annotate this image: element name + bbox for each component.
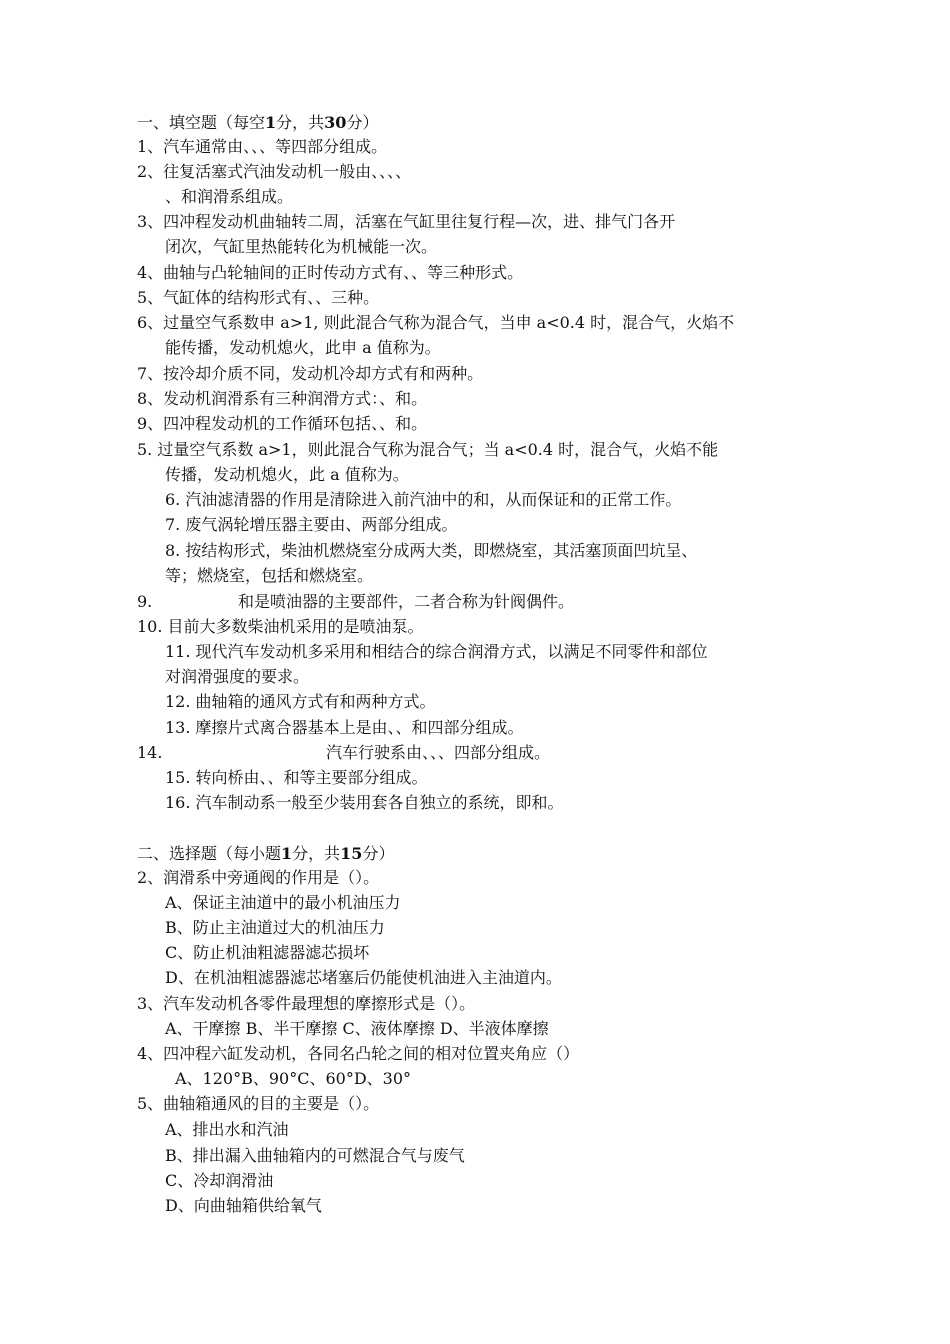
option-line: D、在机油粗滤器滤芯堵塞后仍能使机油进入主油道内。 bbox=[165, 968, 562, 987]
option-line: A、排出水和汽油 bbox=[165, 1120, 289, 1139]
title-number: 15 bbox=[340, 844, 363, 863]
question-line: 11. 现代汽车发动机多采用和相结合的综合润滑方式，以满足不同零件和部位 bbox=[165, 642, 708, 661]
question-number: 9. bbox=[137, 592, 153, 611]
question-number: 14. bbox=[137, 743, 163, 762]
question-line: 汽车行驶系由、、、四部分组成。 bbox=[326, 743, 551, 762]
question-line: 能传播，发动机熄火，此申 a 值称为。 bbox=[165, 338, 441, 357]
option-line: C、冷却润滑油 bbox=[165, 1171, 274, 1190]
title-text: 二、选择题（每小题 bbox=[137, 844, 282, 863]
question-line: 2、润滑系中旁通阀的作用是（）。 bbox=[137, 868, 380, 887]
option-line: A、干摩擦 B、半干摩擦 C、液体摩擦 D、半液体摩擦 bbox=[165, 1019, 549, 1038]
title-number: 30 bbox=[324, 113, 347, 132]
title-number: 1 bbox=[281, 844, 293, 863]
question-line: 12. 曲轴箱的通风方式有和两种方式。 bbox=[165, 692, 436, 711]
question-line: 闭次，气缸里热能转化为机械能一次。 bbox=[165, 237, 438, 256]
question-line: 7. 废气涡轮增压器主要由、两部分组成。 bbox=[165, 515, 458, 534]
option-line: A、120°B、90°C、60°D、30° bbox=[175, 1069, 412, 1088]
question-line: 6. 汽油滤清器的作用是清除进入前汽油中的和，从而保证和的正常工作。 bbox=[165, 490, 682, 509]
option-line: A、保证主油道中的最小机油压力 bbox=[165, 893, 401, 912]
title-text: 分） bbox=[362, 844, 395, 863]
title-text: 一、填空题（每空 bbox=[137, 113, 266, 132]
question-line: 4、曲轴与凸轮轴间的正时传动方式有、、等三种形式。 bbox=[137, 263, 524, 282]
option-line: C、防止机油粗滤器滤芯损坏 bbox=[165, 943, 370, 962]
question-line: 等；燃烧室，包括和燃烧室。 bbox=[165, 566, 374, 585]
option-line: D、向曲轴箱供给氧气 bbox=[165, 1196, 322, 1215]
question-line: 16. 汽车制动系一般至少装用套各自独立的系统，即和。 bbox=[165, 793, 564, 812]
question-line: 和是喷油器的主要部件，二者合称为针阀偶件。 bbox=[238, 592, 575, 611]
question-line: 9、四冲程发动机的工作循环包括、、和。 bbox=[137, 414, 428, 433]
title-text: 分，共 bbox=[276, 113, 325, 132]
option-line: B、防止主油道过大的机油压力 bbox=[165, 918, 385, 937]
title-number: 1 bbox=[265, 113, 277, 132]
option-line: B、排出漏入曲轴箱内的可燃混合气与废气 bbox=[165, 1146, 465, 1165]
question-line: 2、往复活塞式汽油发动机一般由、、、、 bbox=[137, 162, 412, 181]
section1-title bbox=[137, 113, 378, 133]
section2-title bbox=[137, 844, 394, 864]
question-line: 5. 过量空气系数 a>1，则此混合气称为混合气；当 a<0.4 时，混合气，火焰不能 bbox=[137, 440, 719, 459]
question-line: 15. 转向桥由、、和等主要部分组成。 bbox=[165, 768, 428, 787]
question-line: 13. 摩擦片式离合器基本上是由、、和四部分组成。 bbox=[165, 718, 524, 737]
question-line: 5、曲轴箱通风的目的主要是（）。 bbox=[137, 1094, 380, 1113]
question-line: 4、四冲程六缸发动机，各同名凸轮之间的相对位置夹角应（） bbox=[137, 1044, 580, 1063]
title-text: 分，共 bbox=[292, 844, 341, 863]
question-line: 对润滑强度的要求。 bbox=[165, 667, 310, 686]
question-line: 、和润滑系组成。 bbox=[165, 187, 294, 206]
question-line: 8. 按结构形式，柴油机燃烧室分成两大类，即燃烧室，其活塞顶面凹坑呈、 bbox=[165, 541, 698, 560]
question-line: 传播，发动机熄火，此 a 值称为。 bbox=[165, 465, 409, 484]
question-line: 1、汽车通常由、、、等四部分组成。 bbox=[137, 137, 388, 156]
question-line: 7、按冷却介质不同，发动机冷却方式有和两种。 bbox=[137, 364, 484, 383]
question-line: 10. 目前大多数柴油机采用的是喷油泵。 bbox=[137, 617, 424, 636]
question-line: 6、过量空气系数申 a>1, 则此混合气称为混合气，当申 a<0.4 时，混合气，火焰不 bbox=[137, 313, 735, 332]
question-line: 3、汽车发动机各零件最理想的摩擦形式是（）。 bbox=[137, 994, 476, 1013]
title-text: 分） bbox=[346, 113, 379, 132]
question-line: 8、发动机润滑系有三种润滑方式：、和。 bbox=[137, 389, 428, 408]
question-line: 5、气缸体的结构形式有、、三种。 bbox=[137, 288, 380, 307]
question-line: 3、四冲程发动机曲轴转二周，活塞在气缸里往复行程—次，进、排气门各开 bbox=[137, 212, 676, 231]
